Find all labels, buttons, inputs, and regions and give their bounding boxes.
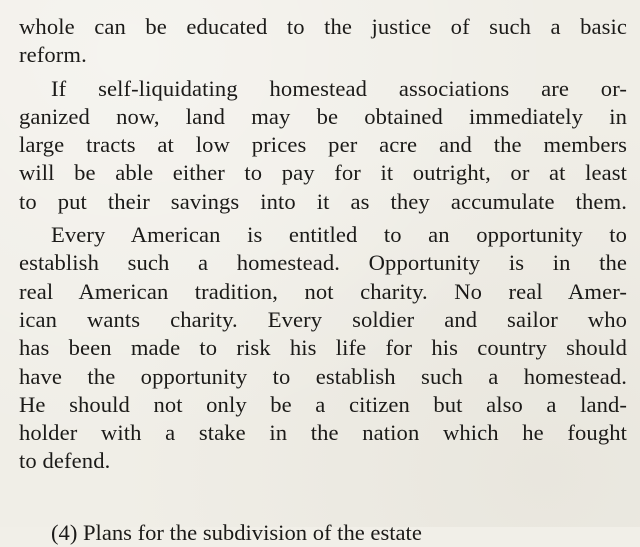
text-line: large tracts at low prices per acre and the members	[19, 132, 627, 158]
text-line: He should not only be a citizen but also a land-	[19, 391, 627, 417]
body-text	[19, 13, 627, 476]
text-line: to put their savings into it as they accumulate them.	[19, 188, 627, 214]
text-line: holder with a stake in the nation which he fought	[19, 420, 627, 446]
paragraph-2	[19, 75, 627, 216]
text-line: to defend.	[19, 448, 111, 474]
text-line: whole can be educated to the justice of such a basic	[19, 14, 627, 39]
cut-off-text: (4) Plans for the subdivision of the estate	[51, 520, 422, 545]
text-line: Every American is entitled to an opportunity to	[51, 222, 627, 248]
paragraph-1	[19, 13, 627, 70]
text-line: has been made to risk his life for his country should	[19, 335, 627, 361]
text-line: reform.	[19, 42, 87, 68]
cut-off-text-line	[19, 519, 627, 545]
text-line: If self-liquidating homestead associations are or-	[51, 75, 627, 101]
text-line: ican wants charity. Every soldier and sailor who	[19, 306, 627, 332]
text-line: will be able either to pay for it outright, or at least	[19, 160, 627, 186]
text-line: ganized now, land may be obtained immediately in	[19, 103, 627, 129]
paragraph-3	[19, 221, 627, 476]
text-line: establish such a homestead. Opportunity is in the	[19, 250, 627, 276]
text-line: real American tradition, not charity. No real Amer-	[19, 278, 627, 304]
text-line: have the opportunity to establish such a homestead.	[19, 363, 627, 389]
